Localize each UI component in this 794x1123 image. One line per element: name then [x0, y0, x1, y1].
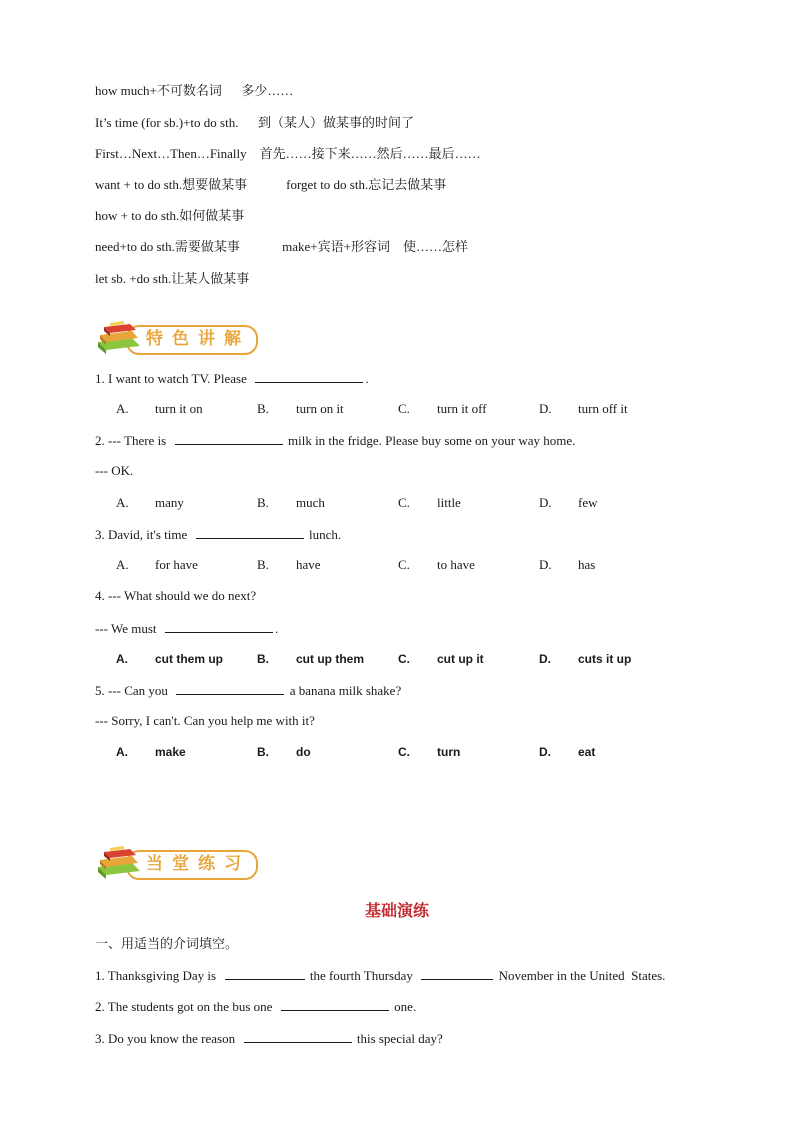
- option-text: little: [437, 495, 461, 510]
- answer-blank[interactable]: [281, 997, 389, 1011]
- option-text: has: [578, 557, 596, 572]
- option-letter: C.: [398, 745, 410, 759]
- vocab-line: want + to do sth.想要做某事 forget to do sth.忘记去做某事: [95, 177, 447, 192]
- option-letter: D.: [539, 745, 551, 759]
- option-letter: C.: [398, 652, 410, 666]
- vocab-line: how much+不可数名词 多少……: [95, 83, 294, 98]
- option-text: turn on it: [296, 401, 344, 416]
- vocab-line: how + to do sth.如何做某事: [95, 208, 245, 223]
- option-text: make: [155, 745, 186, 759]
- option-letter: A.: [116, 557, 129, 572]
- option-text: do: [296, 745, 311, 759]
- option-text: cuts it up: [578, 652, 632, 666]
- option-text: to have: [437, 557, 475, 572]
- option-text: cut them up: [155, 652, 223, 666]
- answer-blank[interactable]: [244, 1029, 352, 1043]
- option-text: have: [296, 557, 321, 572]
- question-reply: --- Sorry, I can't. Can you help me with it?: [95, 713, 315, 728]
- option-letter: C.: [398, 557, 410, 572]
- vocab-line: need+to do sth.需要做某事 make+宾语+形容词 使……怎样: [95, 239, 468, 254]
- exercise-item: 1. Thanksgiving Day is the fourth Thursday November in the United States.: [95, 968, 666, 983]
- option-text: cut up them: [296, 652, 364, 666]
- answer-blank[interactable]: [421, 966, 493, 980]
- option-text: turn: [437, 745, 461, 759]
- answer-blank[interactable]: [225, 966, 305, 980]
- option-text: few: [578, 495, 598, 510]
- exercise-heading: 一、用适当的介词填空。: [95, 936, 239, 951]
- section-banner-features: [96, 320, 258, 360]
- question-stem: 4. --- What should we do next?: [95, 588, 257, 603]
- option-letter: D.: [539, 495, 552, 510]
- option-letter: C.: [398, 401, 410, 416]
- option-text: cut up it: [437, 652, 484, 666]
- books-icon: [96, 845, 146, 885]
- question-stem: 2. --- There is milk in the fridge. Please buy some on your way home.: [95, 433, 576, 448]
- option-text: much: [296, 495, 325, 510]
- option-letter: B.: [257, 557, 269, 572]
- option-letter: A.: [116, 495, 129, 510]
- answer-blank[interactable]: [196, 525, 304, 539]
- option-letter: D.: [539, 557, 552, 572]
- option-text: eat: [578, 745, 596, 759]
- question-reply: --- We must .: [95, 621, 279, 636]
- option-text: turn it off: [437, 401, 487, 416]
- exercise-item: 3. Do you know the reason this special day?: [95, 1031, 443, 1046]
- exercise-item: 2. The students got on the bus one one.: [95, 999, 417, 1014]
- option-text: turn it on: [155, 401, 203, 416]
- option-letter: A.: [116, 401, 129, 416]
- section-banner-practice: [96, 845, 258, 885]
- option-letter: D.: [539, 401, 552, 416]
- option-letter: B.: [257, 652, 269, 666]
- option-letter: C.: [398, 495, 410, 510]
- answer-blank[interactable]: [175, 431, 283, 445]
- question-stem: 1. I want to watch TV. Please .: [95, 371, 369, 386]
- vocab-line: It’s time (for sb.)+to do sth. 到（某人）做某事的时间了: [95, 115, 414, 130]
- option-letter: A.: [116, 745, 128, 759]
- answer-blank[interactable]: [176, 681, 284, 695]
- option-text: many: [155, 495, 184, 510]
- option-letter: B.: [257, 495, 269, 510]
- option-letter: D.: [539, 652, 551, 666]
- banner-title: 当堂练习: [146, 854, 250, 874]
- option-text: turn off it: [578, 401, 628, 416]
- answer-blank[interactable]: [255, 369, 363, 383]
- answer-blank[interactable]: [165, 619, 273, 633]
- option-letter: A.: [116, 652, 128, 666]
- option-text: for have: [155, 557, 198, 572]
- subsection-title: 基础演练: [364, 901, 429, 920]
- vocab-line: First…Next…Then…Finally 首先……接下来……然后……最后……: [95, 146, 481, 161]
- vocab-line: let sb. +do sth.让某人做某事: [95, 271, 250, 286]
- question-reply: --- OK.: [95, 463, 134, 478]
- banner-title: 特色讲解: [146, 329, 250, 349]
- question-stem: 3. David, it's time lunch.: [95, 527, 342, 542]
- option-letter: B.: [257, 401, 269, 416]
- books-icon: [96, 320, 146, 360]
- question-stem: 5. --- Can you a banana milk shake?: [95, 683, 402, 698]
- option-letter: B.: [257, 745, 269, 759]
